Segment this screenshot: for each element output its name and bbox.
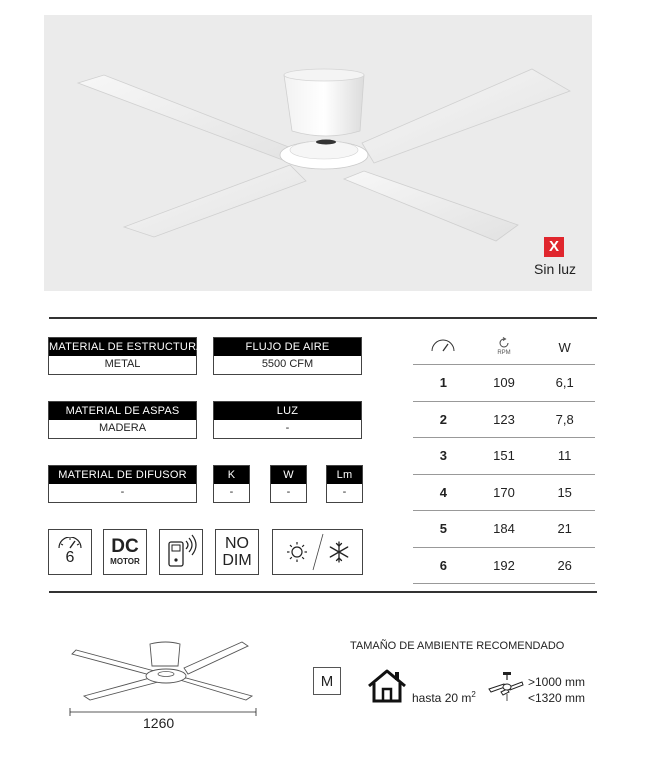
speed-cell-w: 15 [557,484,572,500]
spec-difusor-label: MATERIAL DE DIFUSOR [49,466,196,484]
speed-table-row [413,365,595,402]
spec-estructura-value: METAL [104,358,141,370]
spec-lm-label: Lm [327,466,362,484]
remote-control-icon [162,532,200,572]
speed-cell-speed: 1 [439,375,447,391]
mount-height [528,674,585,706]
speed-cell-w: 11 [557,448,572,464]
no-light-indicator [534,237,577,277]
motor-label: MOTOR [110,557,140,566]
spec-w-label: W [271,466,306,484]
spec-luz-value: - [285,422,290,434]
speed-cell-speed: 3 [439,448,447,464]
speed-cell-rpm: 184 [493,521,515,537]
product-image [44,15,592,291]
speed-cell-rpm: 151 [493,448,515,464]
speedometer-icon [57,537,83,549]
fan-dimension-drawing [62,632,272,718]
speed-table-row [413,402,595,439]
summer-winter-icon [273,530,362,574]
mount-height-min: >1000 mm [528,675,586,689]
room-area-text: hasta 20 m [412,691,472,705]
rotation-icon [498,337,510,349]
spec-estructura [48,337,204,375]
speed-cell-w: 6,1 [555,375,574,391]
spec-k [213,465,250,503]
snowflake-icon [330,542,347,562]
speedometer-icon [430,339,456,352]
speed-cell-speed: 6 [439,557,447,573]
spec-luz-label: LUZ [214,402,361,420]
sun-icon [287,542,307,562]
speed-cell-rpm: 170 [493,484,515,500]
spec-difusor-value: - [120,486,125,498]
spec-lm [326,465,363,503]
ceiling-fan-illustration [44,15,592,291]
spec-lm-value: - [342,486,347,498]
spec-luz [213,401,362,439]
spec-aspas-value: MADERA [98,422,147,434]
speed-cell-w: 7,8 [555,411,574,427]
remote-box [159,529,203,575]
speed-cell-speed: 4 [439,484,447,500]
dc-motor-box [103,529,147,575]
room-size-title: TAMAÑO DE AMBIENTE RECOMENDADO [350,640,565,652]
spec-w-value: - [286,486,291,498]
speed-table-row [413,475,595,512]
speed-cell-w: 21 [557,521,572,537]
speed-cell-speed: 2 [439,411,447,427]
no-label: NO [225,535,249,552]
house-icon [366,668,408,704]
speed-table [413,330,595,584]
spec-difusor [48,465,197,503]
speed-cell-rpm: 109 [493,375,515,391]
w-header: W [558,339,571,355]
spec-k-value: - [229,486,234,498]
spec-flujo-label: FLUJO DE AIRE [214,338,361,356]
fan-width: 1260 [143,715,175,731]
no-light-label: Sin luz [534,261,577,277]
spec-k-label: K [214,466,249,484]
speed-cell-speed: 5 [439,521,447,537]
spec-estructura-label: MATERIAL DE ESTRUCTURA [49,338,196,356]
speed-table-header [413,330,595,365]
room-area [412,690,476,705]
room-size-badge: M [313,667,341,695]
spec-flujo [213,337,362,375]
speeds-box [48,529,92,575]
speed-table-row [413,511,595,548]
spec-aspas [48,401,197,439]
bottom-divider [49,591,597,593]
fan-height-icon [487,672,525,702]
speed-cell-rpm: 192 [493,557,515,573]
room-area-sup: 2 [471,690,476,699]
dc-label: DC [111,536,139,557]
spec-flujo-value: 5500 CFM [261,358,314,370]
no-light-icon: X [544,237,564,257]
no-dim-box [215,529,259,575]
speed-cell-w: 26 [557,557,572,573]
speed-table-row [413,548,595,585]
summer-winter-box [272,529,363,575]
rpm-header [474,337,535,357]
spec-w [270,465,307,503]
spec-aspas-label: MATERIAL DE ASPAS [49,402,196,420]
top-divider [49,317,597,319]
speeds-count: 6 [65,549,75,566]
dim-label: DIM [222,552,252,569]
speed-header [413,339,474,355]
speed-cell-rpm: 123 [493,411,515,427]
rpm-label: RPM [497,350,511,356]
mount-height-max: <1320 mm [528,691,586,705]
speed-table-row [413,438,595,475]
